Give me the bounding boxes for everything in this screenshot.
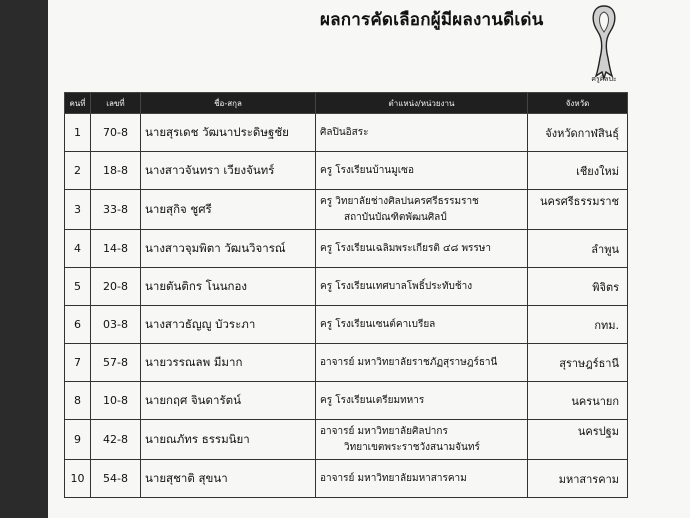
row-province: นครปฐม: [528, 420, 628, 460]
row-code: 57-8: [91, 344, 141, 382]
row-name: นายสุรเดช วัฒนาประดิษฐชัย: [141, 114, 316, 152]
row-province: สุราษฎร์ธานี: [528, 344, 628, 382]
row-number: 6: [65, 306, 91, 344]
table-row: [65, 230, 628, 268]
row-name: นายวรรณลพ มีมาก: [141, 344, 316, 382]
row-number: 1: [65, 114, 91, 152]
row-code: 10-8: [91, 382, 141, 420]
row-position-line: อาจารย์ มหาวิทยาลัยศิลปากร: [320, 425, 448, 437]
row-province: จังหวัดกาฬสินธุ์: [528, 114, 628, 152]
row-code: 03-8: [91, 306, 141, 344]
row-number: 5: [65, 268, 91, 306]
row-position: [316, 114, 528, 152]
row-province: กทม.: [528, 306, 628, 344]
row-province: นครนายก: [528, 382, 628, 420]
row-position: [316, 190, 528, 230]
row-province: นครศรีธรรมราช: [528, 190, 628, 230]
row-number: 2: [65, 152, 91, 190]
row-position-line-2: วิทยาเขตพระราชวังสนามจันทร์: [344, 441, 480, 453]
row-code: 42-8: [91, 420, 141, 460]
table-row: [65, 268, 628, 306]
row-position: [316, 268, 528, 306]
row-position: [316, 152, 528, 190]
table-row: [65, 114, 628, 152]
row-position-line: ครู โรงเรียนเตรียมทหาร: [320, 394, 425, 406]
row-code: 70-8: [91, 114, 141, 152]
row-position: [316, 382, 528, 420]
row-name: นางสาวจุมพิตา วัฒนวิจารณ์: [141, 230, 316, 268]
row-province: ลำพูน: [528, 230, 628, 268]
row-position-line: ครู โรงเรียนเฉลิมพระเกียรติ ๔๘ พรรษา: [320, 242, 492, 254]
row-number: 7: [65, 344, 91, 382]
column-header-name: ชื่อ-สกุล: [141, 93, 316, 114]
row-name: นายณภัทร ธรรมนิยา: [141, 420, 316, 460]
row-position-line: ศิลปินอิสระ: [320, 126, 369, 138]
row-position-line: ครู โรงเรียนบ้านมูเซอ: [320, 164, 414, 176]
row-code: 14-8: [91, 230, 141, 268]
row-code: 54-8: [91, 460, 141, 498]
table-row: [65, 420, 628, 460]
column-header-no: คนที่: [65, 93, 91, 114]
header-row: [65, 93, 628, 114]
row-position-line-2: สถาบันบัณฑิตพัฒนศิลป์: [344, 211, 447, 223]
column-header-position: ตำแหน่ง/หน่วยงาน: [316, 93, 528, 114]
row-code: 33-8: [91, 190, 141, 230]
column-header-code: เลขที่: [91, 93, 141, 114]
table-row: [65, 382, 628, 420]
row-code: 20-8: [91, 268, 141, 306]
row-position: [316, 306, 528, 344]
ribbon-logo-icon: [584, 2, 624, 80]
table-row: [65, 460, 628, 498]
row-number: 9: [65, 420, 91, 460]
column-header-province: จังหวัด: [528, 93, 628, 114]
table-row: [65, 306, 628, 344]
row-position-line: ครู วิทยาลัยช่างศิลปนครศรีธรรมราช: [320, 195, 479, 207]
row-position: [316, 420, 528, 460]
row-position-line: อาจารย์ มหาวิทยาลัยราชภัฏสุราษฎร์ธานี: [320, 356, 498, 368]
row-position: [316, 460, 528, 498]
row-name: นายกฤศ จินดารัตน์: [141, 382, 316, 420]
logo-caption: ครูศิลปะ: [591, 75, 617, 83]
row-position-line: ครู โรงเรียนเทศบาลโพธิ์ประทับช้าง: [320, 280, 473, 292]
row-position-line: อาจารย์ มหาวิทยาลัยมหาสารคาม: [320, 472, 467, 484]
row-number: 8: [65, 382, 91, 420]
results-table: [64, 92, 628, 498]
row-province: พิจิตร: [528, 268, 628, 306]
row-province: เชียงใหม่: [528, 152, 628, 190]
row-name: นายสุชาติ สุขนา: [141, 460, 316, 498]
row-province: มหาสารคาม: [528, 460, 628, 498]
row-position-line: ครู โรงเรียนเซนต์คาเบรียล: [320, 318, 436, 330]
row-number: 10: [65, 460, 91, 498]
table-row: [65, 190, 628, 230]
row-name: นายสุกิจ ชูศรี: [141, 190, 316, 230]
table-row: [65, 344, 628, 382]
row-name: นางสาวธัญญู บัวระภา: [141, 306, 316, 344]
row-number: 3: [65, 190, 91, 230]
row-number: 4: [65, 230, 91, 268]
row-code: 18-8: [91, 152, 141, 190]
page-title: ผลการคัดเลือกผู้มีผลงานดีเด่น: [320, 10, 544, 30]
row-name: นายตันติกร โนนกอง: [141, 268, 316, 306]
table-row: [65, 152, 628, 190]
row-name: นางสาวจันทรา เวียงจันทร์: [141, 152, 316, 190]
row-position: [316, 230, 528, 268]
row-position: [316, 344, 528, 382]
